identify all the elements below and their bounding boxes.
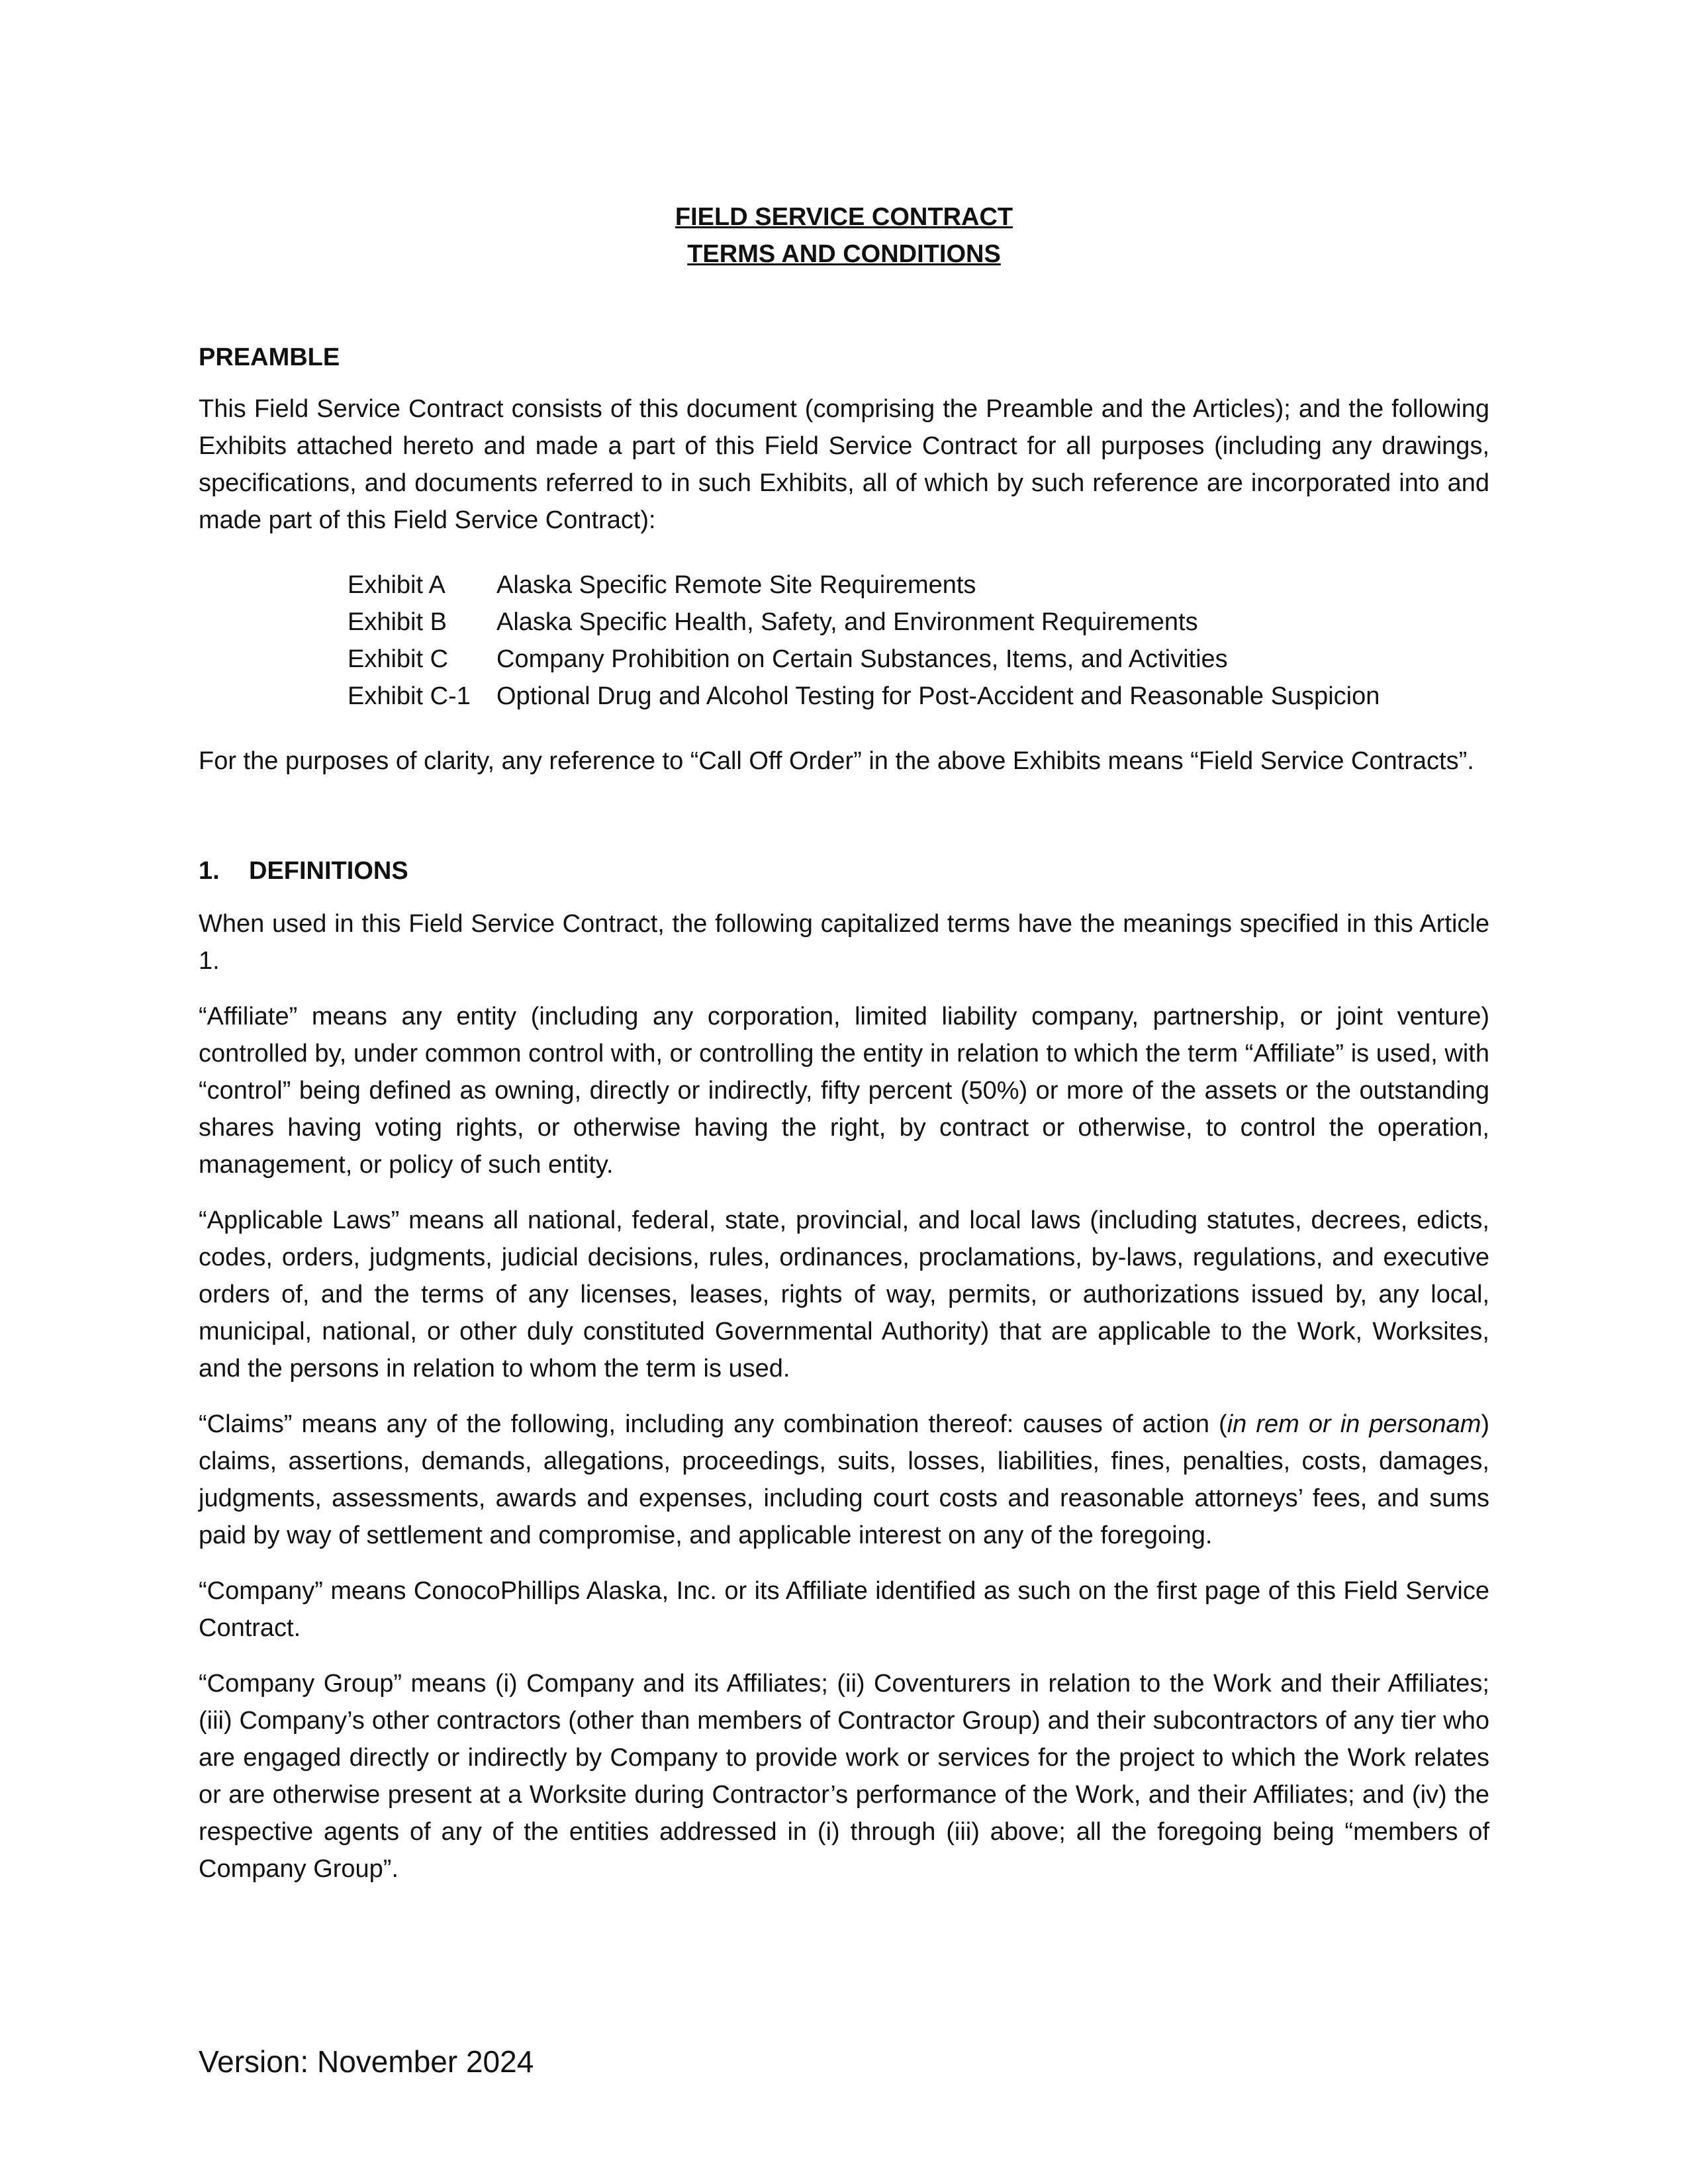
preamble-heading: PREAMBLE	[199, 343, 340, 371]
claims-latin-phrase: in rem or in personam	[1227, 1410, 1481, 1438]
definition-company-group: “Company Group” means (i) Company and its Affiliates; (ii) Coventurers in relation to the Work and their Affiliates; (iii) Company’s other contractors (other than members of Contractor Group) and their subcontractors of any tier who are engaged directly or indirectly by Company to provide work or services for the project to which the Work relates or are otherwise present at a Worksite during Contractor’s performance of the Work, and their Affiliates; and (iv) the respective agents of any of the entities addressed in (i) through (iii) above; all the foregoing being “members of Company Group”.	[199, 1670, 1489, 1883]
exhibit-row	[348, 641, 1489, 678]
exhibit-code: Exhibit A	[348, 571, 445, 599]
definition-claims	[199, 1406, 1489, 1554]
clarity-note: For the purposes of clarity, any reference to “Call Off Order” in the above Exhibits means “Field Service Contracts”.	[199, 747, 1474, 775]
definition-affiliate: “Affiliate” means any entity (including any corporation, limited liability company, partnership, or joint venture) controlled by, under common control with, or controlling the entity in relation to which the term “Affiliate” is used, with “control” being defined as owning, directly or indirectly, fifty percent (50%) or more of the assets or the outstanding shares having voting rights, or otherwise having the right, by contract or otherwise, to control the operation, management, or policy of such entity.	[199, 1003, 1489, 1179]
title-line-1: FIELD SERVICE CONTRACT	[675, 203, 1013, 231]
claims-text-end: ) claims, assertions, demands, allegations, proceedings, suits, losses, liabilities, fines, penalties, costs, damages, judgments, assessments, awards and expenses, including court costs and reasonable attorneys’ fees, and sums paid by way of settlement and compromise, and applicable interest on any of the foregoing.	[199, 1410, 1489, 1549]
exhibit-code: Exhibit C	[348, 645, 449, 673]
document-body	[199, 199, 1489, 1906]
claims-text-start: “Claims” means any of the following, including any combination thereof: causes of action (	[199, 1410, 1227, 1438]
exhibit-title: Alaska Specific Remote Site Requirements	[496, 571, 976, 599]
exhibit-row	[348, 678, 1489, 715]
exhibit-code: Exhibit B	[348, 608, 447, 636]
exhibit-title: Alaska Specific Health, Safety, and Environment Requirements	[496, 608, 1198, 636]
section-heading-definitions	[199, 852, 1489, 889]
exhibit-title: Optional Drug and Alcohol Testing for Post-Accident and Reasonable Suspicion	[496, 682, 1380, 710]
exhibit-list	[348, 567, 1489, 715]
title-line-2: TERMS AND CONDITIONS	[687, 240, 1001, 268]
preamble-intro: This Field Service Contract consists of this document (comprising the Preamble and the Articles); and the following Exhibits attached hereto and made a part of this Field Service Contract for all purposes (including any drawings, specifications, and documents referred to in such Exhibits, all of which by such reference are incorporated into and made part of this Field Service Contract):	[199, 395, 1489, 534]
section-title: DEFINITIONS	[249, 857, 408, 885]
exhibit-title: Company Prohibition on Certain Substances, Items, and Activities	[496, 645, 1228, 673]
definition-company: “Company” means ConocoPhillips Alaska, Inc. or its Affiliate identified as such on the first page of this Field Service Contract.	[199, 1577, 1489, 1642]
exhibit-row	[348, 604, 1489, 641]
definitions-intro: When used in this Field Service Contract, the following capitalized terms have the meanings specified in this Article 1.	[199, 910, 1489, 975]
section-number: 1.	[199, 857, 220, 885]
exhibit-row	[348, 567, 1489, 604]
definition-applicable-laws: “Applicable Laws” means all national, federal, state, provincial, and local laws (including statutes, decrees, edicts, codes, orders, judgments, judicial decisions, rules, ordinances, proclamations, by-laws, regulations, and executive orders of, and the terms of any licenses, leases, rights of way, permits, or authorizations issued by, any local, municipal, national, or other duly constituted Governmental Authority) that are applicable to the Work, Worksites, and the persons in relation to whom the term is used.	[199, 1206, 1489, 1383]
version-footer: Version: November 2024	[199, 2044, 534, 2079]
document-title	[199, 199, 1489, 273]
exhibit-code: Exhibit C-1	[348, 682, 471, 710]
